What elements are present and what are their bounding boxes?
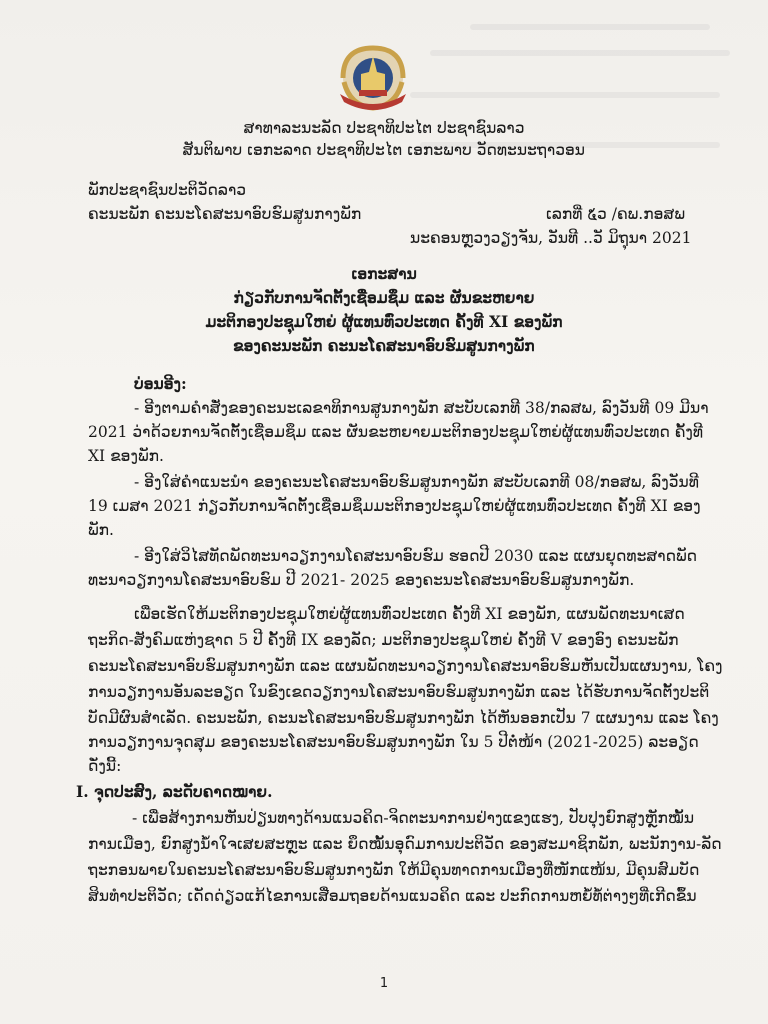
paragraph-line: ຖະກິດ-ສັງຄົມແຫ່ງຊາດ 5 ປີ ຄັ້ງທີ IX ຂອງລັດ; ມະຕິກອງປະຊຸມໃຫຍ່ ຄັ້ງທີ V ຂອງອົງ ຄະນະພັກ [88,631,679,649]
document-number: ເລກທີ່ ໕ວ /ຄພ.ກອສພ [546,205,685,223]
paragraph-line: 19 ເມສາ 2021 ກ່ຽວກັບການຈັດຕັ້ງເຊື່ອມຊຶມມະຕິກອງປະຊຸມໃຫຍ່ຜູ້ແທນທົ່ວປະເທດ ຄັ້ງທີ XI ຂອງ [88,497,701,515]
paragraph-line: - ອີງໃສ່ວິໄສທັດພັດທະນາວຽກງານໂຄສະນາອົບຮົມ ຮອດປີ 2030 ແລະ ແຜນຍຸດທະສາດພັດ [134,547,698,565]
basis-label: ບ່ອນອີງ: [134,374,187,393]
bleed-mark [470,24,710,30]
paragraph-line: ຄະນະໂຄສະນາອົບຮົມສູນກາງພັກ ແລະ ແຜນພັດທະນາວຽກງານໂຄສະນາອົບຮົມຫັນເປັນແຜນງານ, ໂຄງ [88,657,723,675]
party-name: ພັກປະຊາຊົນປະຕິວັດລາວ [88,181,247,199]
paragraph-line: ທະນາວຽກງານໂຄສະນາອົບຮົມ ປີ 2021- 2025 ຂອງຄະນະໂຄສະນາອົບຮົມສູນກາງພັກ. [88,571,635,589]
place-date: ນະຄອນຫຼວງວຽງຈັນ, ວັນທີ ..ວັ ມິຖຸນາ 2021 [410,229,692,247]
bleed-mark [410,92,720,98]
bleed-mark [430,50,730,56]
paragraph-line: ບັດມີຜົນສຳເລັດ. ຄະນະພັກ, ຄະນະໂຄສະນາອົບຮົມສູນກາງພັກ ໄດ້ຫັນອອກເປັນ 7 ແຜນງານ ແລະ ໂຄງ [88,709,719,727]
paragraph-line: ເພື່ອເຮັດໃຫ້ມະຕິກອງປະຊຸມໃຫຍ່ຜູ້ແທນທົ່ວປະເທດ ຄັ້ງທີ XI ຂອງພັກ, ແຜນພັດທະນາເສດ [134,605,685,623]
paragraph-line: - ອີງຕາມຄຳສັ່ງຂອງຄະນະເລຂາທິການສູນກາງພັກ ສະບັບເລກທີ 38/ກລສພ, ລົງວັນທີ 09 ມີນາ [134,399,709,417]
lao-emblem-icon [330,38,416,114]
paragraph-line: ດັ່ງນີ້: [88,757,122,775]
paragraph-line: 2021 ວ່າດ້ວຍການຈັດຕັ້ງເຊື່ອມຊຶມ ແລະ ຜັນຂະຫຍາຍມະຕິກອງປະຊຸມໃຫຍ່ຜູ້ແທນທົ່ວປະເທດ ຄັ້ງທີ [88,423,704,441]
paragraph-line: ການວຽກງານອັນລະອຽດ ໃນຂົງເຂດວຽກງານໂຄສະນາອົບຮົມສູນກາງພັກ ແລະ ໄດ້ຮັບການຈັດຕັ້ງປະຕິ [88,683,710,701]
paragraph-line: - ເພື່ອສ້າງການຫັນປ່ຽນທາງດ້ານແນວຄິດ-ຈິດຕະນາການຢ່າງແຂງແຮງ, ປັບປຸງຍົກສູງຫຼັກໝັ້ນ [132,809,695,827]
page-number: 1 [379,976,389,991]
title-line: ມະຕິກອງປະຊຸມໃຫຍ່ ຜູ້ແທນທົ່ວປະເທດ ຄັ້ງທີ XI ຂອງພັກ [205,312,563,331]
title-line: ກ່ຽວກັບການຈັດຕັ້ງເຊື່ອມຊຶມ ແລະ ຜັນຂະຫຍາຍ [233,288,535,307]
paragraph-line: ພັກ. [88,521,114,539]
republic-heading: ສາທາລະນະລັດ ປະຊາທິປະໄຕ ປະຊາຊົນລາວ [243,119,525,137]
paragraph-line: ສິນທຳປະຕິວັດ; ເດັດດ່ຽວແກ້ໄຂການເສື່ອມຖອຍດ້ານແນວຄິດ ແລະ ປະກົດການຫຍໍ້ທໍ້ຕ່າງໆທີ່ເກີດຂຶ້ນ [88,887,697,905]
national-motto: ສັນຕິພາບ ເອກະລາດ ປະຊາທິປະໄຕ ເອກະພາບ ວັດທະນະຖາວອນ [182,141,586,159]
paragraph-line: - ອີງໃສ່ຄຳແນະນຳ ຂອງຄະນະໂຄສະນາອົບຮົມສູນກາງພັກ ສະບັບເລກທີ 08/ກອສພ, ລົງວັນທີ [134,473,699,491]
paragraph-line: ຖະກອນພາຍໃນຄະນະໂຄສະນາອົບຮົມສູນກາງພັກ ໃຫ້ມີຄຸນທາດການເມືອງທີ່ໜັກແໜ້ນ, ມີຄຸນສົມບັດ [88,861,700,879]
committee-name: ຄະນະພັກ ຄະນະໂຄສະນາອົບຮົມສູນກາງພັກ [88,205,362,223]
paragraph-line: ການເມືອງ, ຍົກສູງນ້ຳໃຈເສຍສະຫຼະ ແລະ ຍຶດໝັ້ນອຸດົມການປະຕິວັດ ຂອງສະມາຊິກພັກ, ພະນັກງານ-ລັດ [88,835,722,853]
title-line: ຂອງຄະນະພັກ ຄະນະໂຄສະນາອົບຮົມສູນກາງພັກ [233,336,535,355]
section-heading: I. ຈຸດປະສົງ, ລະດັບຄາດໝາຍ. [76,782,273,801]
paragraph-line: XI ຂອງພັກ. [88,447,164,465]
document-type: ເອກະສານ [351,264,417,283]
paragraph-line: ການວຽກງານຈຸດສຸມ ຂອງຄະນະໂຄສະນາອົບຮົມສູນກາງພັກ ໃນ 5 ປີຕໍ່ໜ້າ (2021-2025) ລະອຽດ [88,733,699,751]
